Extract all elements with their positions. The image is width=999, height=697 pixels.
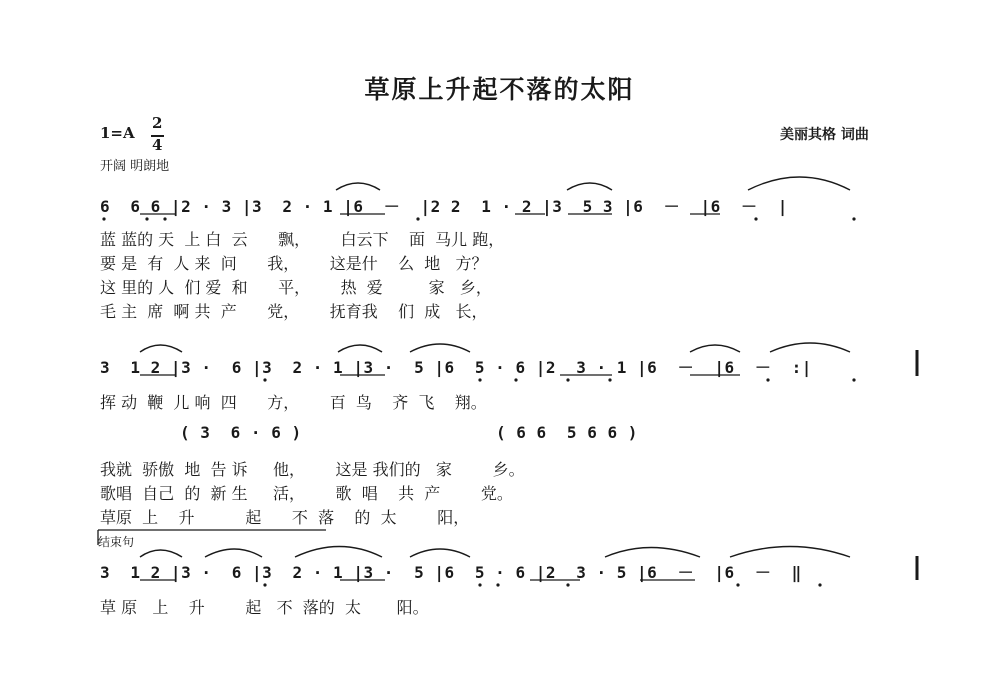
system-1-notes: 6 6 6 |2 · 3 |3 2 · 1 |6 － |2 2 1 · 2 |3 5 3 |6 － |6 － |: [100, 197, 788, 216]
octave-dot: [608, 378, 611, 381]
slur: [336, 183, 380, 190]
ending-label: 结束句: [98, 535, 135, 549]
time-signature-denominator: 4: [152, 136, 163, 154]
slur: [605, 548, 700, 558]
octave-dot: [478, 378, 481, 381]
octave-dot: [566, 378, 569, 381]
system-3-notes: 3 1 2 |3 · 6 |3 2 · 1 |3 · 5 |6 5 · 6 |2 3 · 5 |6 － |6 － ‖: [100, 563, 802, 582]
octave-dot: [263, 378, 266, 381]
octave-dot: [566, 583, 569, 586]
system-2-alt-notes-1: ( 3 6 · 6 ): [180, 423, 302, 442]
slur: [748, 177, 850, 190]
octave-dot: [478, 583, 481, 586]
composer-credit: 美丽其格 词曲: [780, 127, 869, 143]
system-2-alt-lyric-2: 歌唱 自己 的 新 生 活， 歌 唱 共 产 党。: [100, 484, 513, 503]
system-1-lyric-2: 要 是 有 人 来 问 我， 这是什 么 地 方？: [100, 254, 488, 273]
slur: [690, 345, 740, 352]
slur: [205, 549, 262, 557]
key-signature: 1=A: [100, 124, 135, 142]
system-1-lyric-4: 毛 主 席 啊 共 产 党， 抚育我 们 成 长，: [100, 302, 488, 321]
slur: [295, 547, 382, 558]
octave-dot: [145, 217, 148, 220]
slur: [567, 183, 612, 190]
slur: [140, 550, 182, 557]
octave-dot: [736, 583, 739, 586]
octave-dot: [102, 217, 105, 220]
slur: [338, 345, 382, 352]
octave-dot: [416, 217, 419, 220]
slur: [730, 547, 850, 558]
song-title: 草原上升起不落的太阳: [364, 75, 635, 104]
system-2-notes: 3 1 2 |3 · 6 |3 2 · 1 |3 · 5 |6 5 · 6 |2 3 · 1 |6 － |6 － :|: [100, 358, 812, 377]
system-1-lyric-3: 这 里的 人 们 爱 和 平， 热 爱 家 乡，: [100, 278, 492, 297]
slur: [770, 343, 850, 352]
octave-dot: [163, 217, 166, 220]
octave-dot: [852, 378, 855, 381]
system-2-lyric-1: 挥 动 鞭 儿 响 四 方， 百 鸟 齐 飞 翔。: [100, 393, 487, 412]
octave-dot: [514, 378, 517, 381]
octave-dot: [263, 583, 266, 586]
system-2-alt-lyric-3: 草原 上 升 起 不 落 的 太 阳，: [100, 508, 470, 527]
slur: [410, 344, 470, 352]
slur: [140, 345, 182, 352]
tempo-marking: 开阔 明朗地: [100, 159, 170, 174]
octave-dot: [754, 217, 757, 220]
octave-dot: [496, 583, 499, 586]
slur: [410, 549, 470, 557]
system-2-alt-lyric-1: 我就 骄傲 地 告 诉 他， 这是 我们的 家 乡。: [100, 460, 525, 479]
octave-dot: [852, 217, 855, 220]
octave-dot: [766, 378, 769, 381]
system-1-lyric-1: 蓝 蓝的 天 上 白 云 飘， 白云下 面 马儿 跑，: [100, 230, 505, 249]
time-signature-numerator: 2: [152, 114, 163, 132]
octave-dot: [818, 583, 821, 586]
system-3-lyric-1: 草 原 上 升 起 不 落的 太 阳。: [100, 598, 429, 617]
system-2-alt-notes-2: ( 6 6 5 6 6 ): [496, 423, 638, 442]
